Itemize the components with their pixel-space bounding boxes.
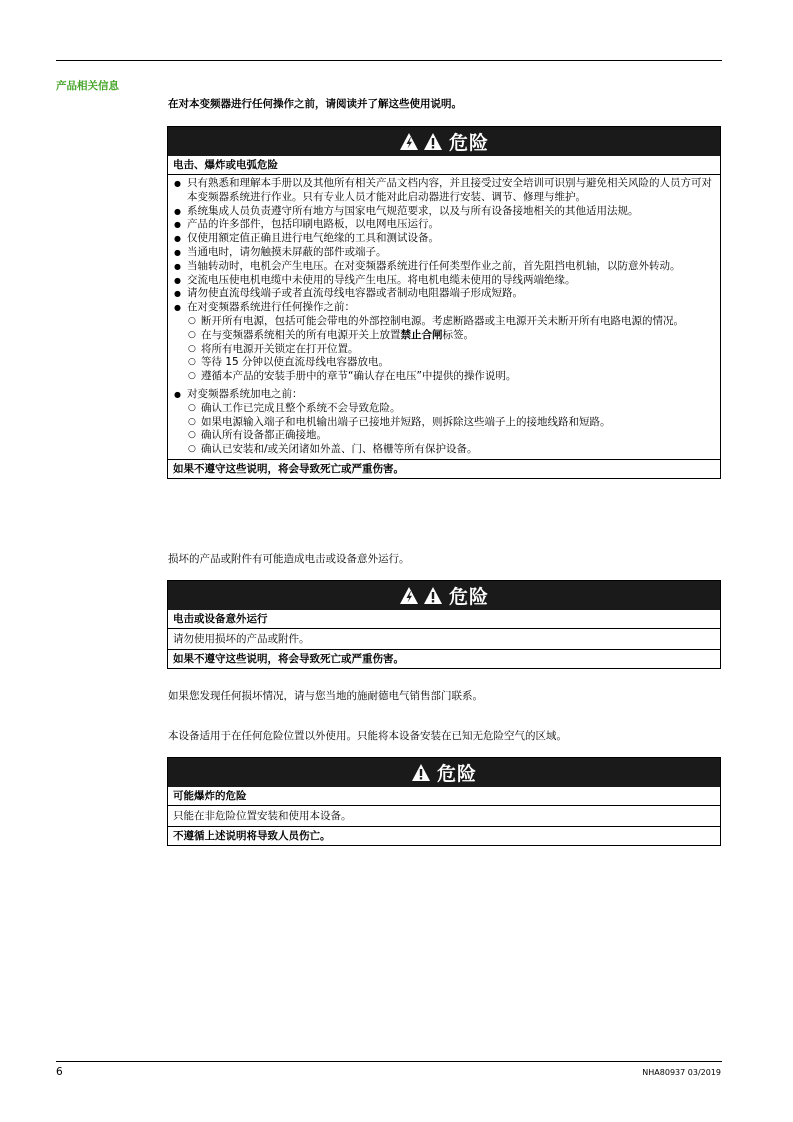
sub-list	[187, 315, 715, 384]
sub-list-item: ○ 遵循本产品的安装手册中的章节“确认存在电压”中提供的操作说明。	[187, 370, 715, 384]
list-item: ● 当通电时，请勿触摸未屏蔽的部件或端子。	[173, 246, 715, 260]
list-item: ● 请勿使直流母线端子或者直流母线电容器或者制动电阻器端子形成短路。	[173, 287, 715, 301]
danger-box-explosion	[167, 757, 721, 846]
sub-list-item: ○ 确认已安装和/或关闭诸如外盖、门、格栅等所有保护设备。	[187, 443, 715, 457]
intro-text: 在对本变频器进行任何操作之前，请阅读并了解这些使用说明。	[168, 98, 462, 110]
list-item: ● 交流电压使电机电缆中未使用的导线产生电压。将电机电缆未使用的导线两端绝缘。	[173, 274, 715, 288]
top-rule	[56, 60, 722, 61]
sub-list-item: ○ 确认所有设备都正确接地。	[187, 429, 715, 443]
danger-box-unintended-operation	[167, 580, 721, 669]
sub-list-item: ○ 将所有电源开关锁定在打开位置。	[187, 343, 715, 357]
contact-sales-text: 如果您发现任何损坏情况，请与您当地的施耐德电气销售部门联系。	[168, 690, 483, 702]
danger-title: 危险	[448, 586, 489, 608]
consequence-statement: 不遵循上述说明将导致人员伤亡。	[173, 830, 331, 842]
sub-list-item: ○ 确认工作已完成且整个系统不会导致危险。	[187, 402, 715, 416]
section-label: 产品相关信息	[56, 80, 119, 92]
list-item: ● 只有熟悉和理解本手册以及其他所有相关产品文档内容，并且接受过安全培训可识别与避免相关风险的人员方可对本变频器系统进行作业。只有专业人员才能对此启动器进行安装、调节、修理与维护。	[173, 177, 715, 205]
danger-title: 危险	[436, 763, 477, 785]
electric-shock-warning-icon	[399, 132, 419, 151]
list-item: ● 系统集成人员负责遵守所有地方与国家电气规范要求，以及与所有设备接地相关的其他适用法规。	[173, 205, 715, 219]
hazard-instruction: 请勿使用损坏的产品或附件。	[173, 633, 310, 645]
list-item: ● 仅使用额定值正确且进行电气绝缘的工具和测试设备。	[173, 232, 715, 246]
danger-banner	[168, 127, 720, 156]
sub-list-item-text: 标签。	[442, 328, 474, 341]
list-item	[173, 388, 715, 457]
danger-banner	[168, 758, 720, 787]
general-warning-icon	[423, 586, 443, 605]
sub-list-item	[187, 329, 715, 343]
hazard-title: 可能爆炸的危险	[173, 790, 247, 802]
lockout-tag-label: 禁止合闸	[400, 328, 443, 341]
general-warning-icon	[423, 132, 443, 151]
sub-list-item: ○ 等待 15 分钟以使直流母线电容器放电。	[187, 356, 715, 370]
list-item: ● 当轴转动时，电机会产生电压。在对变频器系统进行任何类型作业之前，首先阻挡电机轴，以防意外转动。	[173, 260, 715, 274]
list-item-text: 在对变频器系统进行任何操作之前：	[187, 301, 355, 314]
danger-banner	[168, 581, 720, 610]
page-number: 6	[56, 1066, 63, 1078]
list-item-text: 对变频器系统加电之前：	[187, 387, 303, 400]
footer-rule	[56, 1061, 722, 1062]
electric-shock-warning-icon	[399, 586, 419, 605]
divider	[168, 174, 720, 175]
hazard-title: 电击或设备意外运行	[173, 613, 268, 625]
list-item: ● 产品的许多部件，包括印刷电路板，以电网电压运行。	[173, 218, 715, 232]
hazard-instruction: 只能在非危险位置安装和使用本设备。	[173, 810, 352, 822]
list-item	[173, 301, 715, 384]
danger-title: 危险	[448, 132, 489, 154]
hazard-instructions	[173, 177, 715, 459]
sub-list-item: ○ 断开所有电源，包括可能会带电的外部控制电源。考虑断路器或主电源开关未断开所有电路电源的情况。	[187, 315, 715, 329]
general-warning-icon	[411, 763, 431, 782]
document-reference: NHA80937 03/2019	[642, 1068, 721, 1077]
consequence-statement: 如果不遵守这些说明，将会导致死亡或严重伤害。	[173, 653, 404, 665]
damaged-product-text: 损坏的产品或附件有可能造成电击或设备意外运行。	[168, 553, 410, 565]
hazardous-location-text: 本设备适用于在任何危险位置以外使用。只能将本设备安装在已知无危险空气的区域。	[168, 730, 567, 742]
consequence-statement: 如果不遵守这些说明，将会导致死亡或严重伤害。	[173, 462, 404, 475]
sub-list	[187, 402, 715, 457]
danger-box-electric-shock	[167, 126, 721, 479]
hazard-title: 电击、爆炸或电弧危险	[173, 159, 278, 171]
sub-list-item: ○ 如果电源输入端子和电机输出端子已接地并短路，则拆除这些端子上的接地线路和短路。	[187, 416, 715, 430]
sub-list-item-text: 在与变频器系统相关的所有电源开关上放置	[201, 328, 401, 341]
